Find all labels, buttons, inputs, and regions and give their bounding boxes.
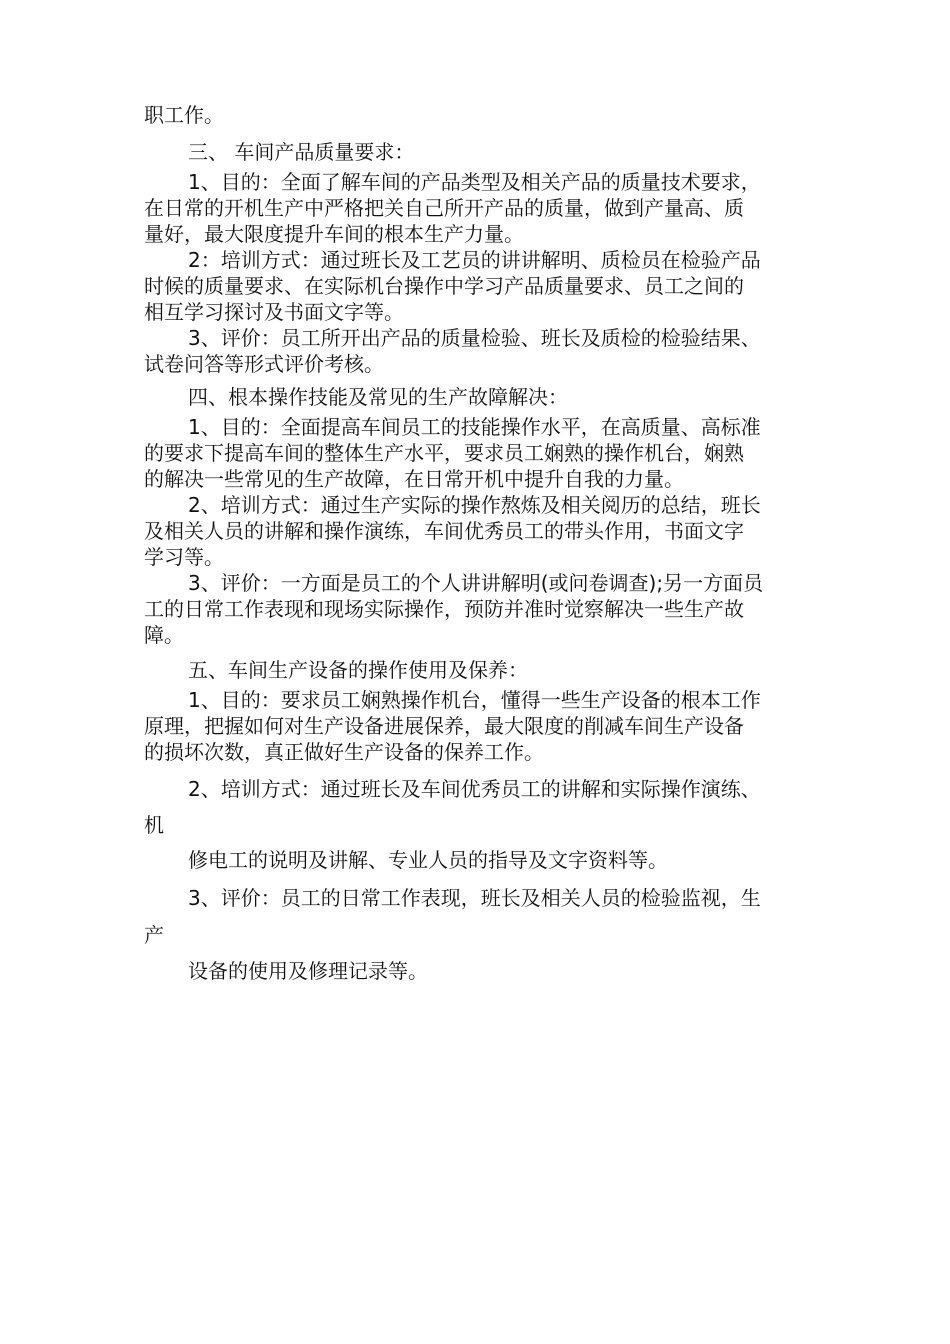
text-line: 机: [144, 813, 164, 837]
text-line: 量好，最大限度提升车间的根本生产力量。: [144, 222, 524, 246]
text-line: 原理，把握如何对生产设备进展保养，最大限度的削减车间生产设备: [144, 714, 744, 738]
text-line: 2、培训方式：通过班长及车间优秀员工的讲解和实际操作演练、: [188, 777, 761, 801]
text-line: 3、评价：员工所开出产品的质量检验、班长及质检的检验结果、: [188, 326, 761, 350]
text-line: 的解决一些常见的生产故障，在日常开机中提升自我的力量。: [144, 467, 684, 491]
text-line: 工的日常工作表现和现场实际操作，预防并准时觉察解决一些生产故: [144, 597, 744, 621]
text-line: 1、目的：全面了解车间的产品类型及相关产品的质量技术要求，: [188, 170, 761, 194]
text-line: 1、目的：全面提高车间员工的技能操作水平，在高质量、高标准: [188, 415, 761, 439]
text-line: 2：培训方式：通过班长及工艺员的讲讲解明、质检员在检验产品: [188, 248, 761, 272]
text-line: 及相关人员的讲解和操作演练，车间优秀员工的带头作用，书面文字: [144, 519, 744, 543]
text-line: 3、评价：一方面是员工的个人讲讲解明(或问卷调查);另一方面员: [188, 571, 764, 595]
section-heading: 五、车间生产设备的操作使用及保养：: [188, 658, 528, 682]
text-line: 相互学习探讨及书面文字等。: [144, 300, 404, 324]
text-line: 试卷问答等形式评价考核。: [144, 352, 384, 376]
text-line: 的损坏次数，真正做好生产设备的保养工作。: [144, 740, 544, 764]
text-line: 障。: [144, 623, 184, 647]
text-line: 时候的质量要求、在实际机台操作中学习产品质量要求、员工之间的: [144, 274, 744, 298]
text-line: 2、培训方式：通过生产实际的操作熬炼及相关阅历的总结，班长: [188, 493, 761, 517]
text-line: 学习等。: [144, 545, 224, 569]
text-line: 职工作。: [144, 103, 224, 127]
section-heading: 三、 车间产品质量要求：: [188, 140, 415, 164]
text-line: 产: [144, 923, 164, 947]
section-heading: 四、根本操作技能及常见的生产故障解决：: [188, 385, 568, 409]
text-line: 修电工的说明及讲解、专业人员的指导及文字资料等。: [188, 848, 668, 872]
text-line: 1、目的：要求员工娴熟操作机台，懂得一些生产设备的根本工作: [188, 688, 761, 712]
text-line: 在日常的开机生产中严格把关自己所开产品的质量，做到产量高、质: [144, 196, 744, 220]
text-line: 3、评价：员工的日常工作表现，班长及相关人员的检验监视，生: [188, 886, 761, 910]
text-line: 设备的使用及修理记录等。: [188, 959, 428, 983]
text-line: 的要求下提高车间的整体生产水平，要求员工娴熟的操作机台，娴熟: [144, 441, 744, 465]
